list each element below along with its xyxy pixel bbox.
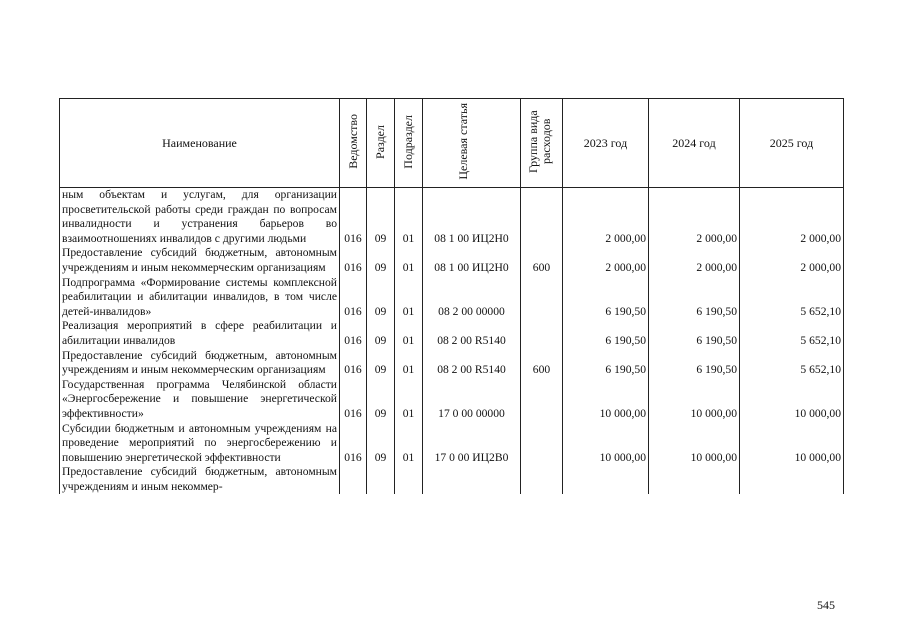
table-row: [60, 188, 844, 247]
row-target: 08 1 00 ИЦ2Н0: [423, 188, 521, 247]
header-subsection-label: Подраздел: [401, 114, 415, 169]
row-target: 08 2 00 R5140: [423, 319, 521, 348]
table-row: [60, 378, 844, 422]
header-2024: 2024 год: [649, 99, 740, 188]
row-section: 09: [367, 422, 395, 466]
row-dept: 016: [340, 276, 367, 320]
row-dept: 016: [340, 246, 367, 275]
row-name: Реализация мероприятий в сфере реабилитации и абилитации инвалидов: [60, 319, 340, 348]
row-name: Государственная программа Челябинской области «Энергосбережение и повышение энергетической эффективности»: [60, 378, 340, 422]
row-subsection: 01: [395, 349, 423, 378]
row-subsection: 01: [395, 422, 423, 466]
row-target: 17 0 00 00000: [423, 378, 521, 422]
row-name: Предоставление субсидий бюджетным, автономным учреждениям и иным некоммерческим организациям: [60, 349, 340, 378]
row-dept: [340, 465, 367, 494]
header-row: [60, 99, 844, 188]
row-group: [521, 276, 563, 320]
row-target: 17 0 00 ИЦ2В0: [423, 422, 521, 466]
row-group: [521, 422, 563, 466]
header-subsection: [395, 99, 423, 188]
budget-table: [59, 98, 844, 494]
row-2025: 5 652,10: [740, 276, 844, 320]
row-section: 09: [367, 188, 395, 247]
row-group: [521, 378, 563, 422]
header-target-label: Целевая статья: [455, 103, 470, 180]
row-2025: 10 000,00: [740, 422, 844, 466]
row-dept: 016: [340, 378, 367, 422]
header-target: [423, 99, 521, 188]
row-2023: 2 000,00: [563, 246, 649, 275]
table-row: [60, 246, 844, 275]
row-section: 09: [367, 246, 395, 275]
row-2025: 5 652,10: [740, 349, 844, 378]
row-section: 09: [367, 276, 395, 320]
row-name: Субсидии бюджетным и автономным учреждениям на проведение мероприятий по энергосбережению и повышению энергетической эффективности: [60, 422, 340, 466]
row-2023: 6 190,50: [563, 349, 649, 378]
row-subsection: 01: [395, 319, 423, 348]
table-row: [60, 465, 844, 494]
row-group: [521, 465, 563, 494]
row-subsection: 01: [395, 246, 423, 275]
header-dept-label: Ведомство: [345, 114, 360, 169]
row-target: [423, 465, 521, 494]
row-2025: 10 000,00: [740, 378, 844, 422]
row-2024: 6 190,50: [649, 349, 740, 378]
row-section: 09: [367, 319, 395, 348]
header-dept: [340, 99, 367, 188]
row-section: 09: [367, 378, 395, 422]
row-2024: 10 000,00: [649, 378, 740, 422]
row-2025: 2 000,00: [740, 246, 844, 275]
row-name: ным объектам и услугам, для организации просветительской работы среди граждан по вопросам инвалидности и устранения барьеров во взаимоотношениях инвалидов с другими людьми: [60, 188, 340, 247]
header-group: [521, 99, 563, 188]
row-group: 600: [521, 349, 563, 378]
table-row: [60, 422, 844, 466]
row-2024: 2 000,00: [649, 246, 740, 275]
row-target: 08 2 00 R5140: [423, 349, 521, 378]
row-target: 08 1 00 ИЦ2Н0: [423, 246, 521, 275]
row-group: [521, 319, 563, 348]
header-2025: 2025 год: [740, 99, 844, 188]
row-2023: 10 000,00: [563, 378, 649, 422]
row-2025: 2 000,00: [740, 188, 844, 247]
row-2024: 2 000,00: [649, 188, 740, 247]
row-subsection: 01: [395, 276, 423, 320]
row-name: Подпрограмма «Формирование системы комплексной реабилитации и абилитации инвалидов, в том числе детей-инвалидов»: [60, 276, 340, 320]
row-dept: 016: [340, 349, 367, 378]
row-subsection: 01: [395, 188, 423, 247]
row-subsection: 01: [395, 378, 423, 422]
row-name: Предоставление субсидий бюджетным, автономным учреждениям и иным некоммер-: [60, 465, 340, 494]
row-2023: 2 000,00: [563, 188, 649, 247]
row-2023: 6 190,50: [563, 276, 649, 320]
header-2023: 2023 год: [563, 99, 649, 188]
row-section: 09: [367, 349, 395, 378]
row-name: Предоставление субсидий бюджетным, автономным учреждениям и иным некоммерческим организациям: [60, 246, 340, 275]
row-dept: 016: [340, 422, 367, 466]
page-number: 545: [817, 598, 835, 612]
row-2024: [649, 465, 740, 494]
table-row: [60, 349, 844, 378]
row-2023: 6 190,50: [563, 319, 649, 348]
row-subsection: [395, 465, 423, 494]
header-name: Наименование: [60, 99, 340, 188]
row-2025: [740, 465, 844, 494]
row-target: 08 2 00 00000: [423, 276, 521, 320]
table-row: [60, 276, 844, 320]
row-2025: 5 652,10: [740, 319, 844, 348]
table-row: [60, 319, 844, 348]
row-2024: 6 190,50: [649, 276, 740, 320]
header-section: [367, 99, 395, 188]
row-2024: 10 000,00: [649, 422, 740, 466]
row-dept: 016: [340, 188, 367, 247]
header-group-label: Группа вида расходов: [525, 110, 553, 173]
row-dept: 016: [340, 319, 367, 348]
header-section-label: Раздел: [373, 124, 387, 159]
row-group: 600: [521, 246, 563, 275]
row-2023: [563, 465, 649, 494]
row-section: [367, 465, 395, 494]
row-group: [521, 188, 563, 247]
row-2023: 10 000,00: [563, 422, 649, 466]
row-2024: 6 190,50: [649, 319, 740, 348]
